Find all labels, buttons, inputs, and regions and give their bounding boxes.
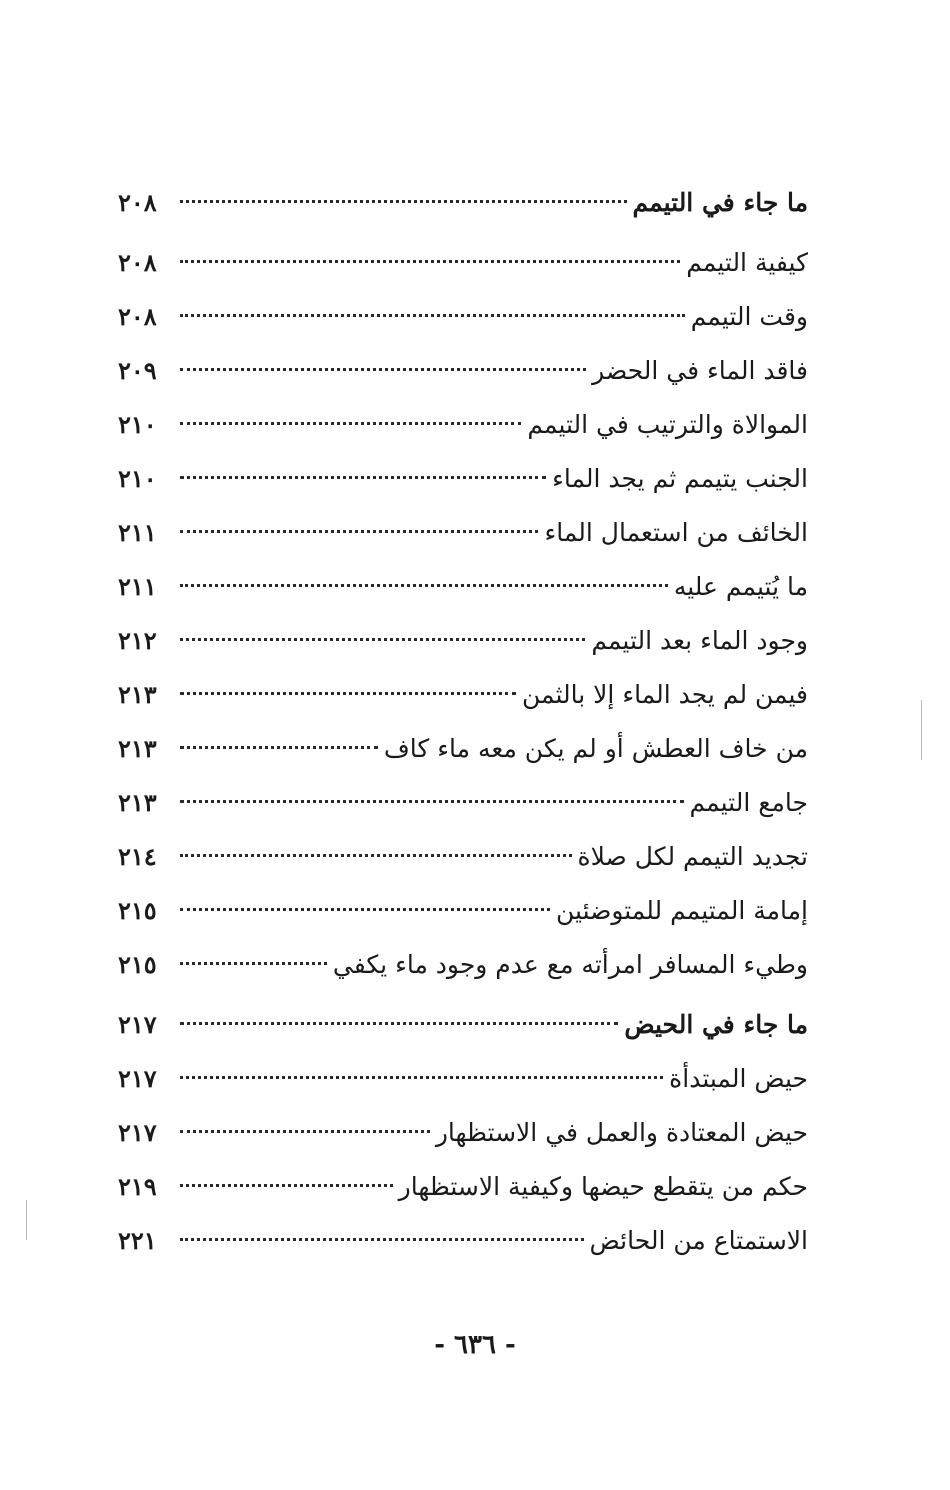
entry-title: وجود الماء بعد التيمم — [591, 626, 808, 655]
dot-leader — [180, 746, 378, 749]
dot-leader — [180, 1130, 430, 1133]
toc-entry — [118, 1160, 808, 1214]
page-reference: ٢١١ — [118, 572, 157, 601]
page-reference: ٢١٧ — [118, 1118, 157, 1147]
dot-leader — [180, 530, 538, 533]
entry-title: إمامة المتيمم للمتوضئين — [556, 896, 808, 925]
entry-title: فيمن لم يجد الماء إلا بالثمن — [522, 680, 808, 709]
page-reference: ٢٠٨ — [118, 248, 157, 277]
dot-leader — [180, 314, 685, 317]
toc-entry — [118, 1052, 808, 1106]
page-reference: ٢١٧ — [118, 1010, 157, 1039]
toc-entry — [118, 884, 808, 938]
dot-leader — [180, 1184, 393, 1187]
toc-entry — [118, 722, 808, 776]
dot-leader — [180, 854, 572, 857]
page-reference: ٢١٠ — [118, 464, 157, 493]
entry-title: حيض المعتادة والعمل في الاستظهار — [435, 1118, 808, 1147]
toc-entry — [118, 614, 808, 668]
toc-entry — [118, 236, 808, 290]
toc-entry — [118, 938, 808, 992]
entry-title: كيفية التيمم — [686, 248, 808, 277]
page-reference: ٢٢١ — [118, 1226, 157, 1255]
toc-entry — [118, 668, 808, 722]
page-reference: ٢١٤ — [118, 842, 157, 871]
entry-title: حيض المبتدأة — [669, 1064, 808, 1093]
toc-entry-heading — [118, 998, 808, 1052]
toc-entry-heading — [118, 176, 808, 230]
entry-title: تجديد التيمم لكل صلاة — [577, 842, 808, 871]
page-reference: ٢١٧ — [118, 1064, 157, 1093]
toc-entry — [118, 452, 808, 506]
entry-title: الاستمتاع من الحائض — [589, 1226, 808, 1255]
entry-title: جامع التيمم — [689, 788, 808, 817]
page-reference: ٢١٩ — [118, 1172, 157, 1201]
page-reference: ٢١٠ — [118, 410, 157, 439]
entry-title: الجنب يتيمم ثم يجد الماء — [552, 464, 808, 493]
page-reference: ٢١٢ — [118, 626, 157, 655]
scan-edge-mark — [921, 700, 922, 760]
entry-title: فاقد الماء في الحضر — [592, 356, 808, 385]
entry-title: من خاف العطش أو لم يكن معه ماء كاف — [383, 734, 808, 763]
toc-entry — [118, 398, 808, 452]
page-reference: ٢١٥ — [118, 896, 157, 925]
dot-leader — [180, 1076, 663, 1079]
page-reference: ٢٠٨ — [118, 302, 157, 331]
dot-leader — [180, 200, 627, 203]
entry-title: حكم من يتقطع حيضها وكيفية الاستظهار — [398, 1172, 808, 1201]
entry-title: وقت التيمم — [690, 302, 808, 331]
toc-entry — [118, 776, 808, 830]
dot-leader — [180, 638, 585, 641]
page-reference: ٢١٣ — [118, 734, 157, 763]
page-reference: ٢١٥ — [118, 950, 157, 979]
entry-title: ما يُتيمم عليه — [673, 572, 808, 601]
dot-leader — [180, 692, 516, 695]
toc-entry — [118, 344, 808, 398]
toc-entry — [118, 290, 808, 344]
page-reference: ٢١١ — [118, 518, 157, 547]
table-of-contents — [118, 176, 808, 1268]
toc-entry — [118, 1214, 808, 1268]
toc-entry — [118, 830, 808, 884]
dot-leader — [180, 908, 550, 911]
entry-title: الخائف من استعمال الماء — [544, 518, 808, 547]
page-reference: ٢٠٩ — [118, 356, 157, 385]
dot-leader — [180, 1022, 618, 1025]
dot-leader — [180, 800, 684, 803]
entry-title: الموالاة والترتيب في التيمم — [527, 410, 808, 439]
entry-title: وطيء المسافر امرأته مع عدم وجود ماء يكفي — [332, 950, 808, 979]
entry-title: ما جاء في الحيض — [624, 1010, 808, 1039]
toc-entry — [118, 506, 808, 560]
dot-leader — [180, 368, 586, 371]
page-reference: ٢١٣ — [118, 788, 157, 817]
scan-edge-mark — [26, 1200, 27, 1240]
dot-leader — [180, 422, 521, 425]
dot-leader — [180, 476, 546, 479]
page-number: - ٦٣٦ - — [434, 1330, 516, 1360]
toc-entry — [118, 1106, 808, 1160]
dot-leader — [180, 962, 327, 965]
dot-leader — [180, 1238, 584, 1241]
dot-leader — [180, 584, 668, 587]
page-reference: ٢١٣ — [118, 680, 157, 709]
toc-entry — [118, 560, 808, 614]
entry-title: ما جاء في التيمم — [632, 188, 808, 217]
dot-leader — [180, 260, 680, 263]
page-reference: ٢٠٨ — [118, 188, 157, 217]
